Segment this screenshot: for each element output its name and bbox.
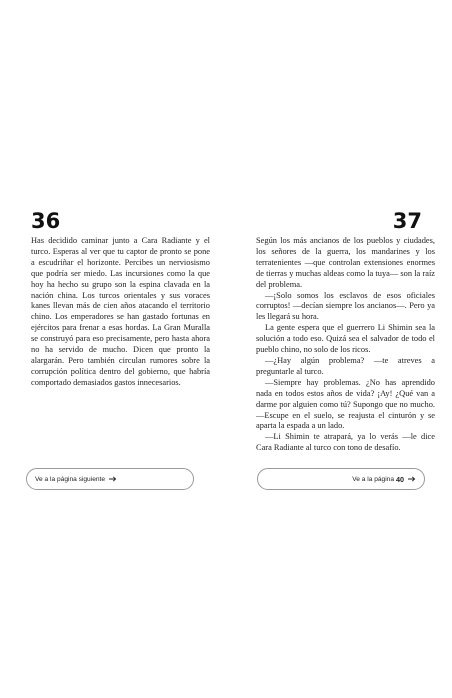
next-page-button[interactable] [26,468,194,490]
go-to-page-label: Ve a la página [352,475,394,483]
right-page [226,0,452,698]
paragraph: —Siempre hay problemas. ¿No has aprendido nada en todos estos años de vida? ¡Ay! ¿Qué van a darme por alguien como tú? Supongo que no mucho. —Escupe en el suelo, se reajusta el cinturón y se aparta la espada a un lado. [256,377,435,431]
paragraph: La gente espera que el guerrero Li Shimin sea la solución a todo eso. Quizá sea el salvador de todo el pueblo chino, no solo de los ricos. [256,323,435,355]
paragraph: —¿Hay algún problema? —te atreves a preguntarle al turco. [256,355,435,376]
paragraph: —Li Shimin te atrapará, ya lo verás —le dice Cara Radiante al turco con tono de desafío. [256,432,435,453]
target-page-number: 40 [396,474,404,484]
next-page-label: Ve a la página siguiente [35,475,106,483]
body-text [256,236,435,454]
go-to-page-40-button[interactable] [257,468,425,490]
arrow-right-icon [109,476,117,482]
page-number: 37 [392,209,422,233]
arrow-right-icon [408,476,416,482]
page-number: 36 [31,209,61,233]
paragraph: Has decidido caminar junto a Cara Radiante y el turco. Esperas al ver que tu captor de pronto se pone a escudriñar el horizonte. Percibes un nerviosismo que podría ser miedo. Las incursiones como la que hoy ha hecho su grupo son la espina clavada en la nación china. Los turcos orientales y sus voraces kanes llevan más de cien años atacando el territorio chino. Los emperadores se han gastado fortunas en ejércitos para frenar a esas hordas. La Gran Muralla se construyó para eso precisamente, pero hasta ahora no ha servido de mucho. Dicen que pronto la alargarán. Pero también circulan rumores sobre la corrupción política dentro del gobierno, que habría comportado demasiados gastos innecesarios. [31,236,210,387]
paragraph: Según los más ancianos de los pueblos y ciudades, los señores de la guerra, los mandarines y los terratenientes —que controlan extensiones enormes de tierras y muchas aldeas como la tuya— son la raíz del problema. [256,236,435,289]
paragraph: —¡Solo somos los esclavos de esos oficiales corruptos! —decían siempre los ancianos—. Pero ya les llegará su hora. [256,290,435,322]
body-text [31,236,210,389]
